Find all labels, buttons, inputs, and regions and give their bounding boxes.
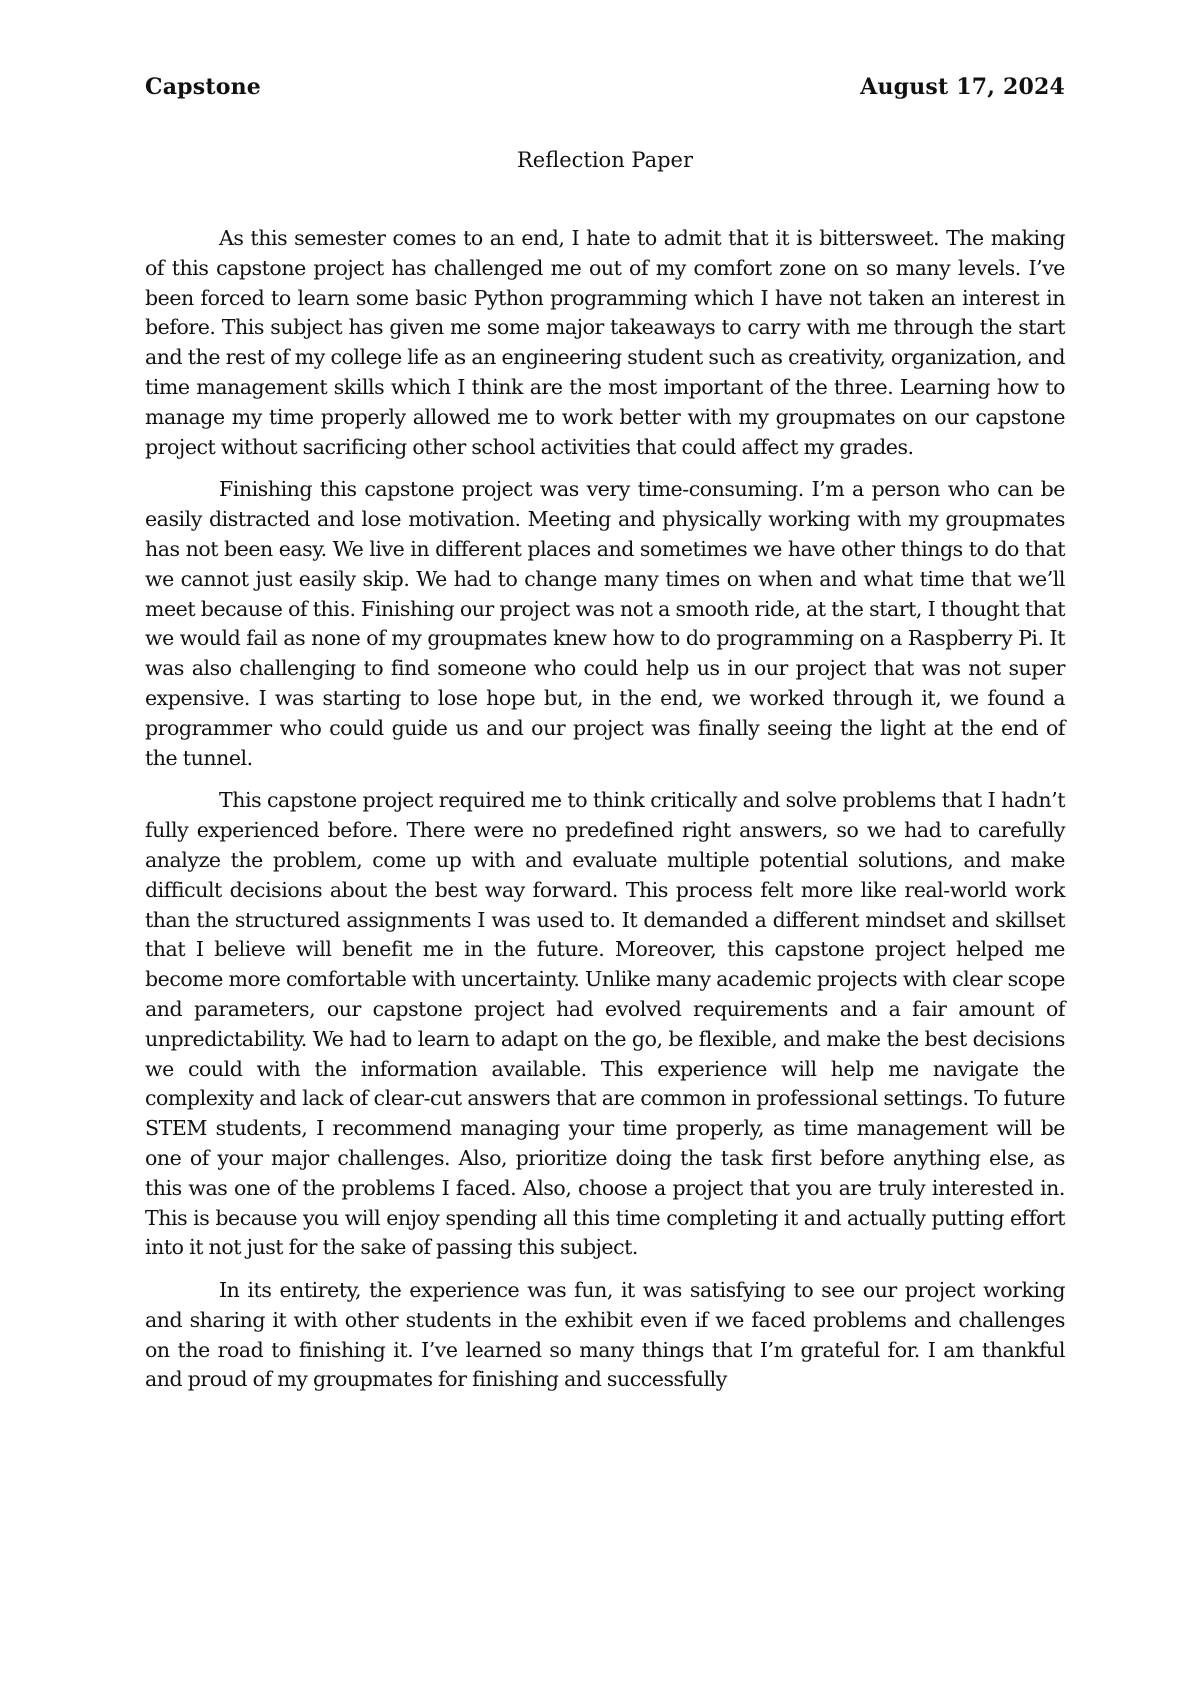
header-date: August 17, 2024 bbox=[860, 74, 1065, 100]
document-body bbox=[145, 224, 1065, 1395]
paragraph: As this semester comes to an end, I hate to admit that it is bittersweet. The making of this capstone project has challenged me out of my comfort zone on so many levels. I’ve been forced to learn some basic Python programming which I have not taken an interest in before. This subject has given me some major takeaways to carry with me through the start and the rest of my college life as an engineering student such as creativity, organization, and time management skills which I think are the most important of the three. Learning how to manage my time properly allowed me to work better with my groupmates on our capstone project without sacrificing other school activities that could affect my grades. bbox=[145, 226, 1065, 459]
header-course: Capstone bbox=[145, 74, 261, 100]
paragraph: Finishing this capstone project was very time-consuming. I’m a person who can be easily distracted and lose motivation. Meeting and physically working with my groupmates has not been easy. We live in different places and sometimes we have other things to do that we cannot just easily skip. We had to change many times on when and what time that we’ll meet because of this. Finishing our project was not a smooth ride, at the start, I thought that we would fail as none of my groupmates knew how to do programming on a Raspberry Pi. It was also challenging to find someone who could help us in our project that was not super expensive. I was starting to lose hope but, in the end, we worked through it, we found a programmer who could guide us and our project was finally seeing the light at the end of the tunnel. bbox=[145, 477, 1065, 770]
page-title: Reflection Paper bbox=[516, 148, 694, 172]
page-header bbox=[145, 74, 1065, 100]
paragraph: This capstone project required me to think critically and solve problems that I hadn’t fully experienced before. There were no predefined right answers, so we had to carefully analyze the problem, come up with and evaluate multiple potential solutions, and make difficult decisions about the best way forward. This process felt more like real-world work than the structured assignments I was used to. It demanded a different mindset and skillset that I believe will benefit me in the future. Moreover, this capstone project helped me become more comfortable with uncertainty. Unlike many academic projects with clear scope and parameters, our capstone project had evolved requirements and a fair amount of unpredictability. We had to learn to adapt on the go, be flexible, and make the best decisions we could with the information available. This experience will help me navigate the complexity and lack of clear-cut answers that are common in professional settings. To future STEM students, I recommend managing your time properly, as time management will be one of your major challenges. Also, prioritize doing the task first before anything else, as this was one of the problems I faced. Also, choose a project that you are truly interested in. This is because you will enjoy spending all this time completing it and actually putting effort into it not just for the sake of passing this subject. bbox=[145, 788, 1065, 1260]
paragraph: In its entirety, the experience was fun, it was satisfying to see our project working and sharing it with other students in the exhibit even if we faced problems and challenges on the road to finishing it. I’ve learned so many things that I’m grateful for. I am thankful and proud of my groupmates for finishing and successfully bbox=[145, 1278, 1065, 1392]
